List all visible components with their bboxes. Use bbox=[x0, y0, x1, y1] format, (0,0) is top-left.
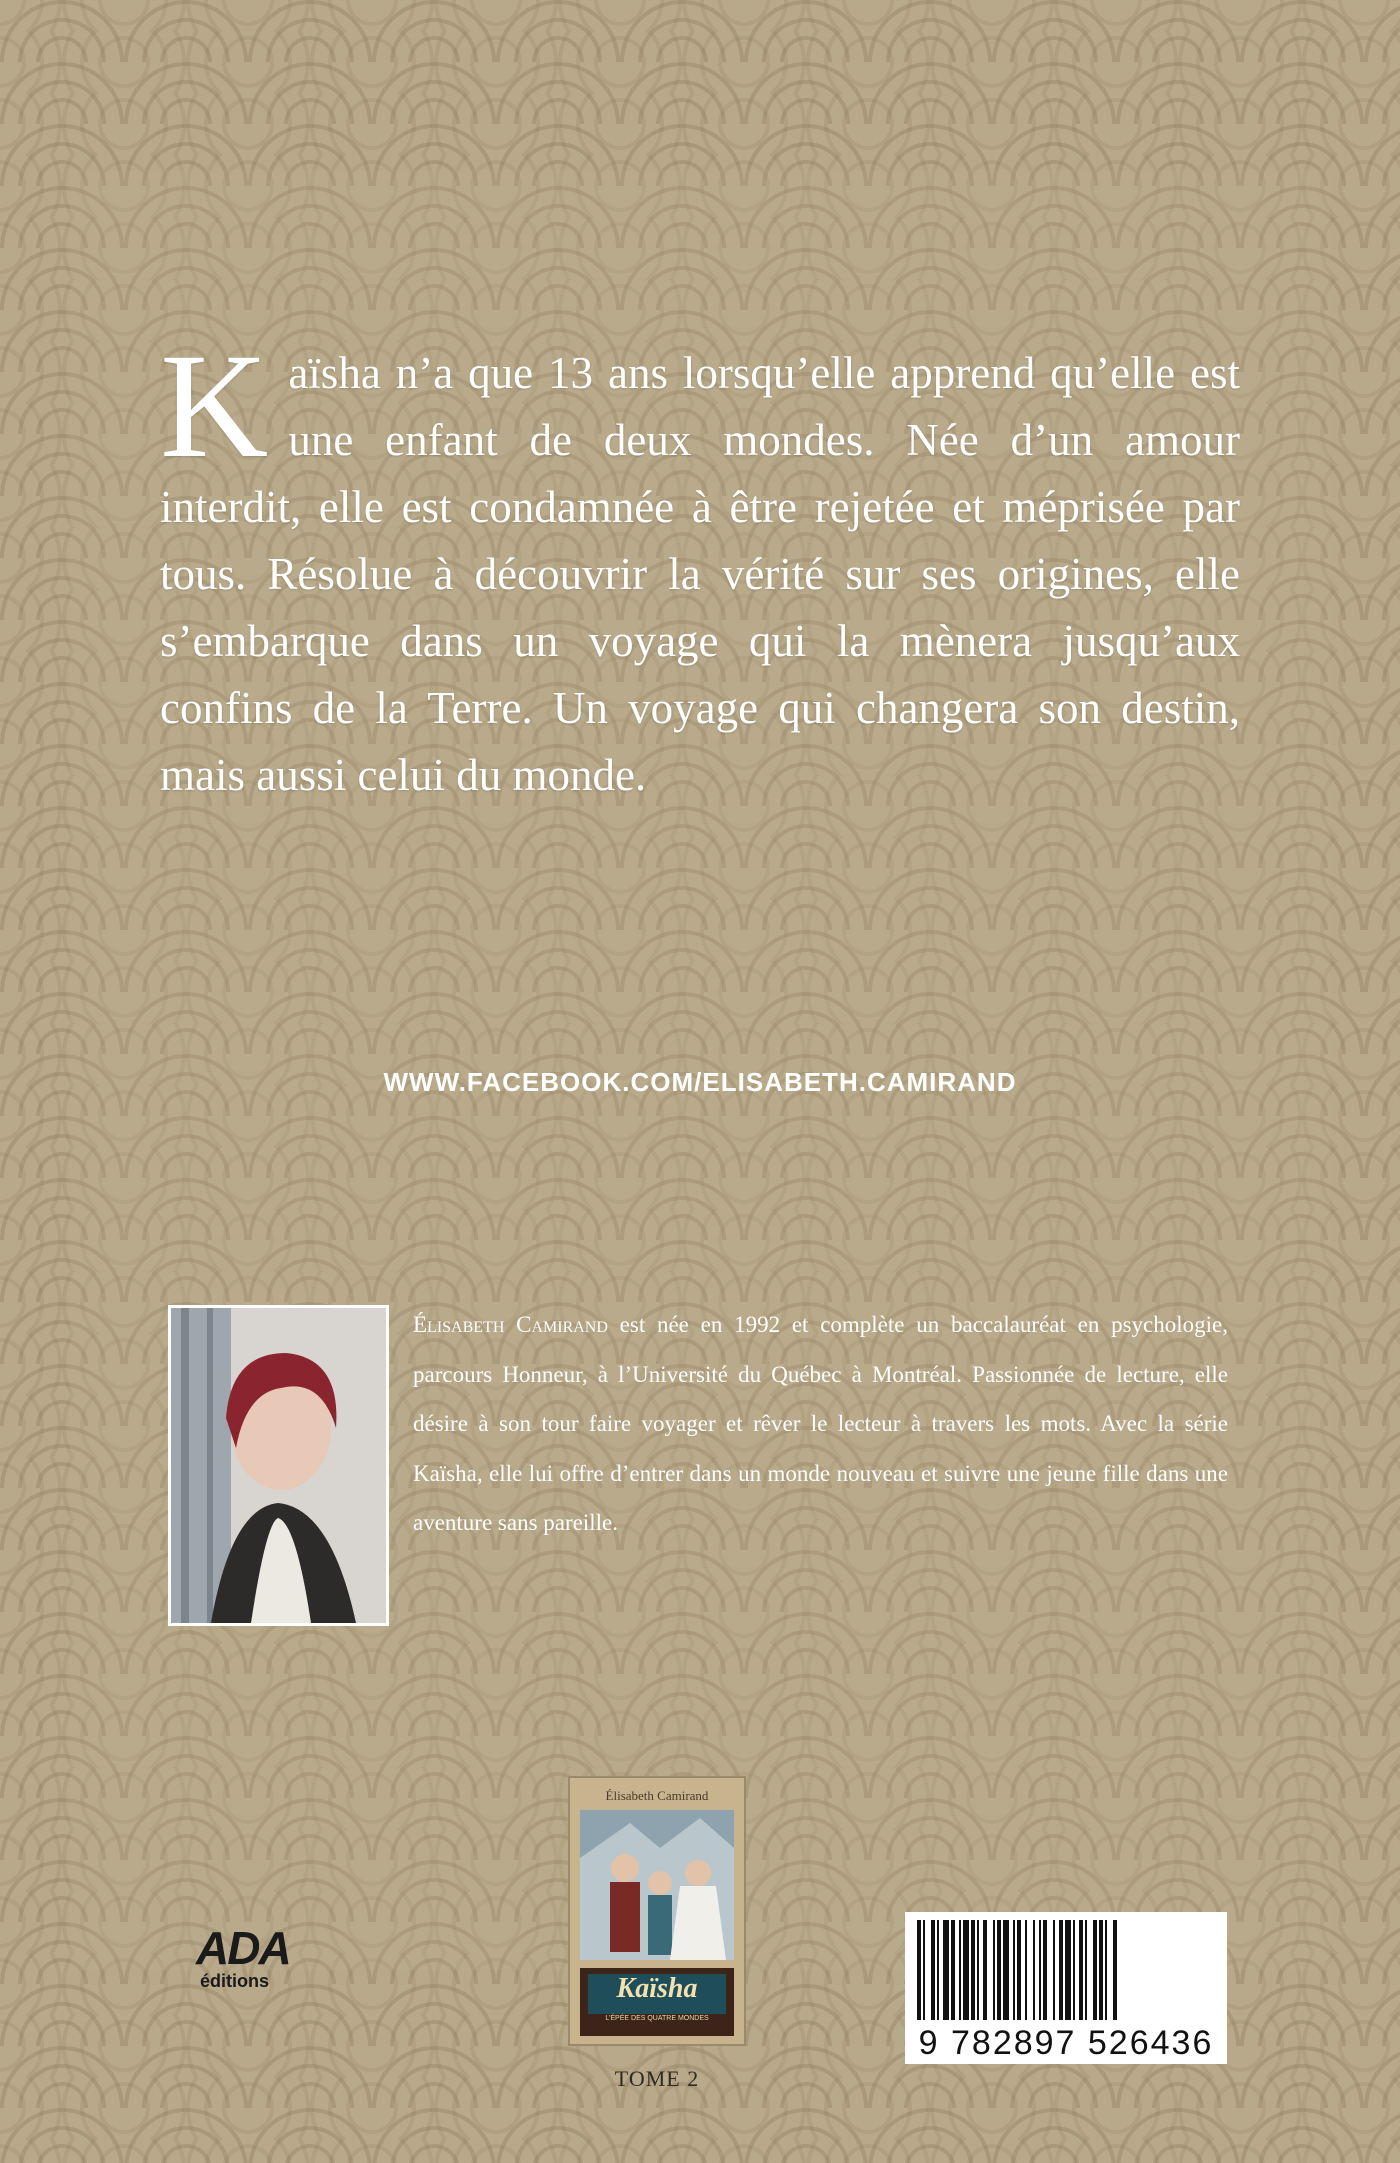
barcode-bars bbox=[905, 1912, 1227, 2022]
cover-thumbnail bbox=[568, 1776, 746, 2046]
tome-label: TOME 2 bbox=[614, 2066, 700, 2091]
publisher-logo-letters: ADA bbox=[196, 1922, 290, 1974]
drop-cap: K bbox=[160, 323, 269, 489]
cover-title: Kaïsha bbox=[616, 1973, 698, 2004]
cover-subtitle: L’ÉPÉE DES QUATRE MONDES bbox=[605, 2015, 709, 2022]
publisher-logo-subtext: éditions bbox=[200, 1971, 270, 1991]
author-bio-text: est née en 1992 et complète un baccalauréat en psychologie, parcours Honneur, à l’Université du Québec à Montréal. Passionnée de lecture, elle désire à son tour faire voyager et rêver le lecteur à travers les mots. Avec la série Kaïsha, elle lui offre d’entrer dans un monde nouveau et suivre une jeune fille dans une aventure sans pareille. bbox=[413, 1312, 1228, 1535]
cover-author: Élisabeth Camirand bbox=[605, 1788, 709, 1803]
facebook-url: WWW.FACEBOOK.COM/ELISABETH.CAMIRAND bbox=[383, 1067, 1017, 1097]
author-photo-image bbox=[171, 1308, 386, 1623]
blurb-text: aïsha n’a que 13 ans lorsqu’elle apprend qu’elle est une enfant de deux mondes. Née d’un amour interdit, elle est condamnée à être rejetée et méprisée par tous. Résolue à découvrir la vérité sur ses origines, elle s’embarque dans un voyage qui la mènera jusqu’aux confins de la Terre. Un voyage qui changera son destin, mais aussi celui du monde. bbox=[160, 348, 1240, 800]
publisher-logo bbox=[196, 1922, 326, 1995]
author-bio bbox=[413, 1300, 1228, 1548]
isbn-number: 9 782897 526436 bbox=[918, 2024, 1214, 2062]
author-photo bbox=[168, 1305, 389, 1626]
author-name: Élisabeth Camirand bbox=[413, 1312, 608, 1337]
back-cover-blurb bbox=[160, 323, 1240, 809]
